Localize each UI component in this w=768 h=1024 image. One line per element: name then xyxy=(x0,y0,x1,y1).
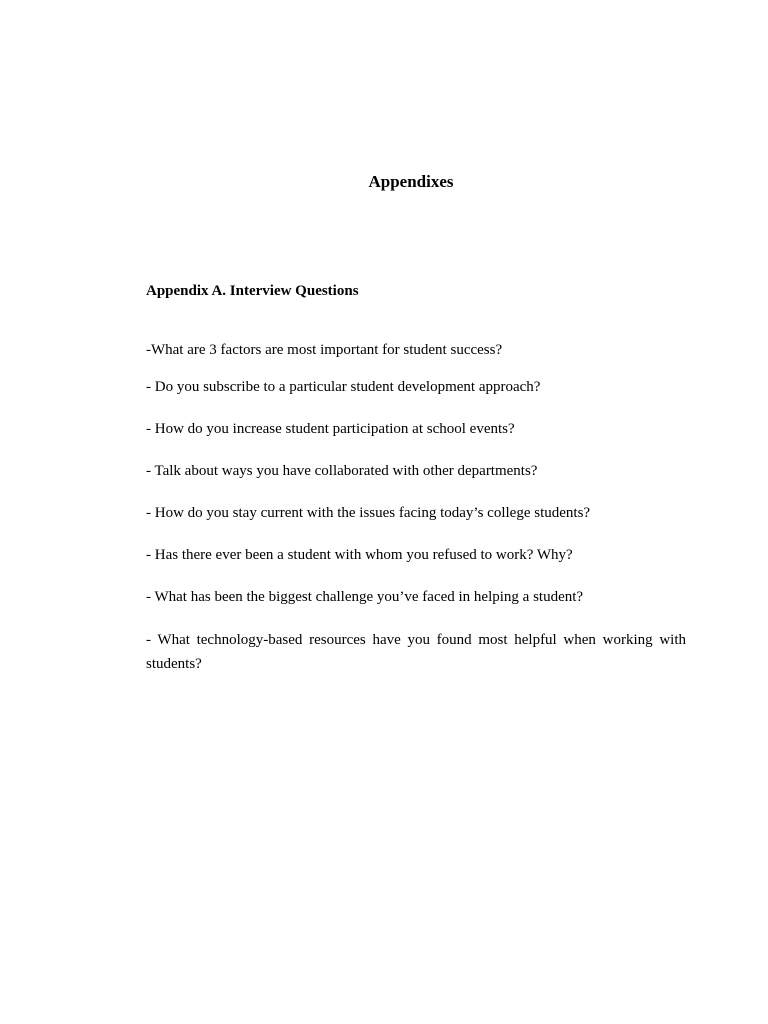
question-item-6: - Has there ever been a student with whom you refused to work? Why? xyxy=(146,547,573,563)
question-item-5: - How do you stay current with the issues facing today’s college students? xyxy=(146,505,591,521)
question-item-1: -What are 3 factors are most important for student success? xyxy=(146,342,503,358)
question-item-2: - Do you subscribe to a particular student development approach? xyxy=(146,379,541,395)
page-title: Appendixes xyxy=(368,172,454,191)
question-item-4: - Talk about ways you have collaborated with other departments? xyxy=(146,463,538,479)
question-item-3: - How do you increase student participation at school events? xyxy=(146,421,515,437)
question-item-8: - What technology-based resources have you found most helpful when working with students? xyxy=(146,632,686,672)
section-heading: Appendix A. Interview Questions xyxy=(146,283,359,299)
question-item-7: - What has been the biggest challenge you’ve faced in helping a student? xyxy=(146,589,584,605)
